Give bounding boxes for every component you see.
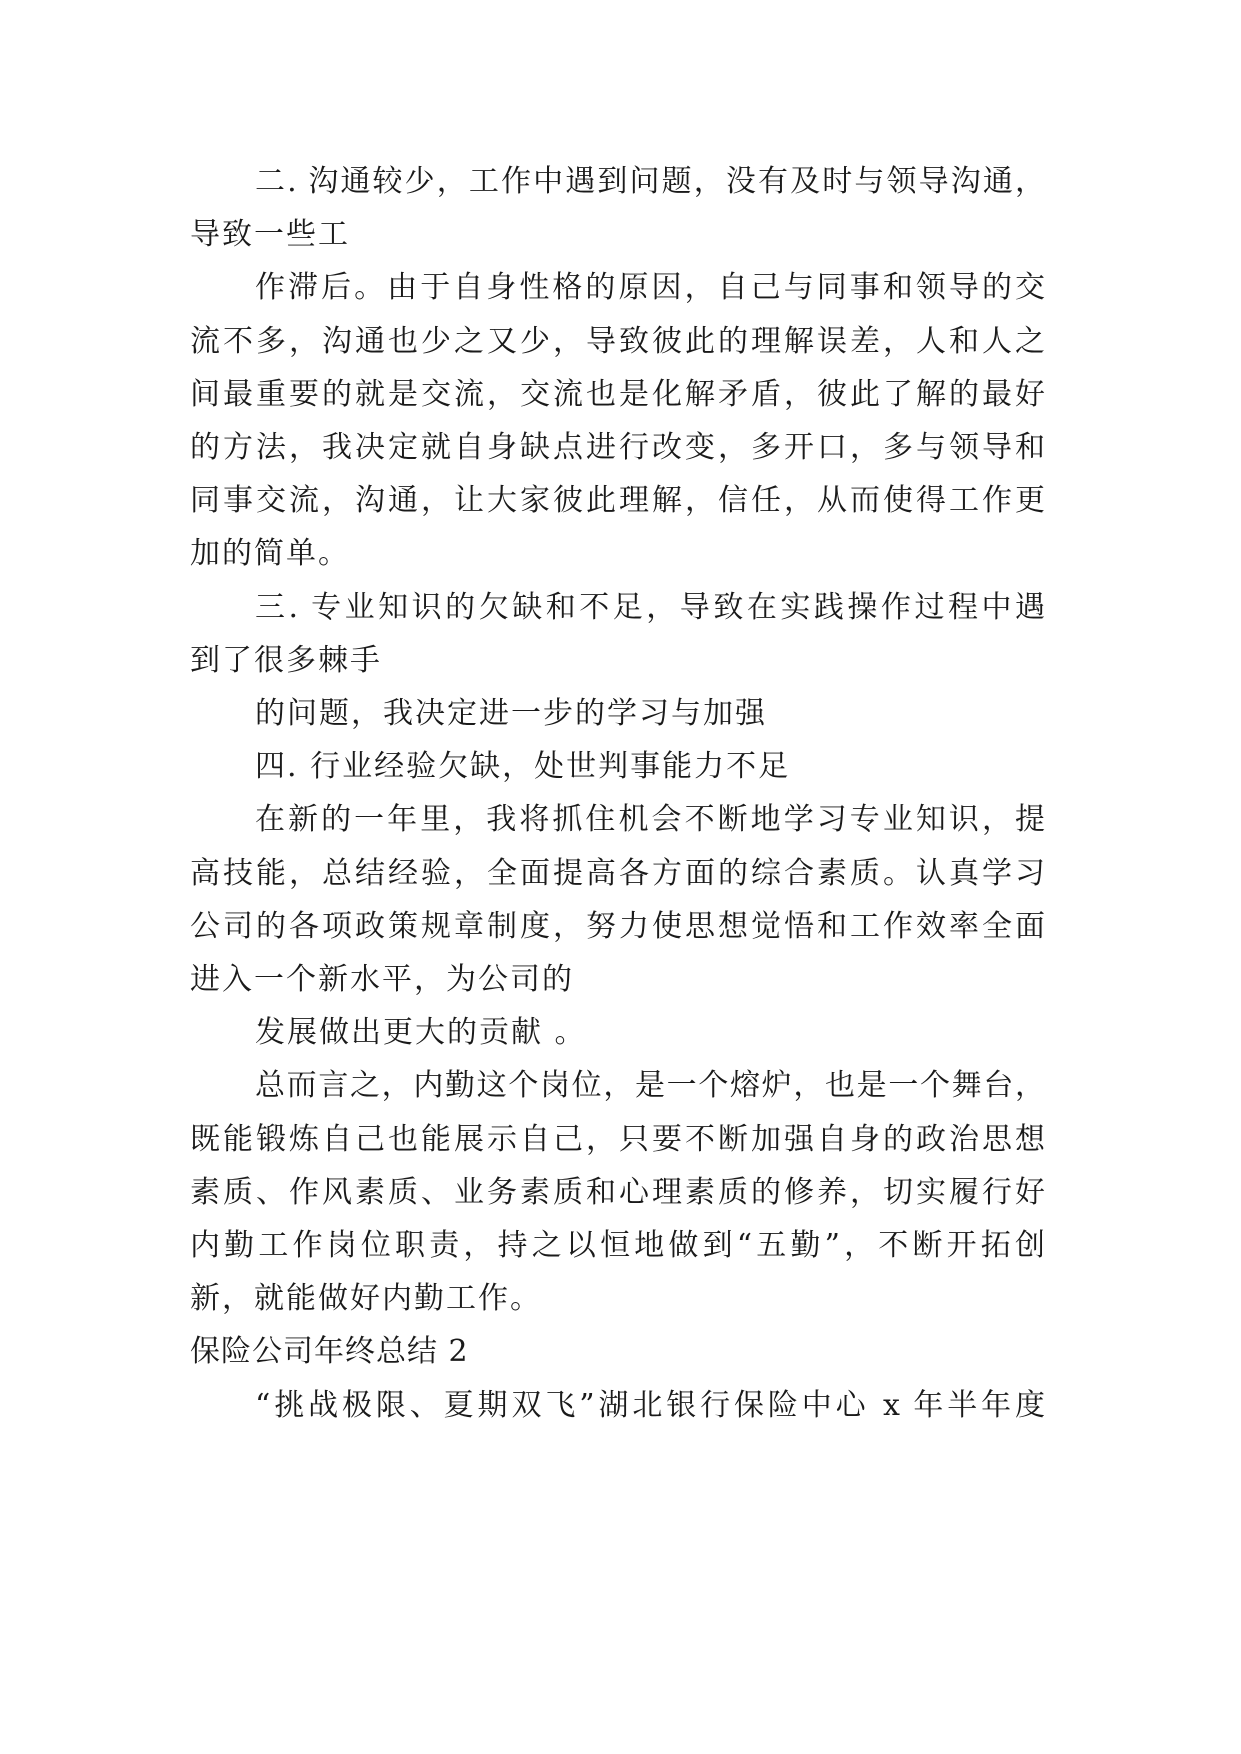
paragraph-line: 在新的一年里，我将抓住机会不断地学习专业知识，提 — [255, 802, 1045, 837]
paragraph-line: 流不多，沟通也少之又少，导致彼此的理解误差，人和人之 — [190, 324, 1045, 359]
paragraph-line: 发展做出更大的贡献 。 — [255, 1015, 587, 1050]
paragraph-line: 三. 专业知识的欠缺和不足，导致在实践操作过程中遇 — [255, 590, 1045, 625]
paragraph-line: 到了很多棘手 — [190, 643, 382, 678]
paragraph-line: 的问题，我决定进一步的学习与加强 — [255, 696, 767, 731]
paragraph-line: 加的简单。 — [190, 536, 350, 571]
paragraph-line: “挑战极限、夏期双飞”湖北银行保险中心 x 年半年度 — [255, 1388, 1045, 1423]
paragraph-line: 同事交流，沟通，让大家彼此理解，信任，从而使得工作更 — [190, 483, 1045, 518]
paragraph-line: 素质、作风素质、业务素质和心理素质的修养，切实履行好 — [190, 1175, 1045, 1210]
paragraph-line: 内勤工作岗位职责，持之以恒地做到“五勤”，不断开拓创 — [190, 1228, 1045, 1263]
paragraph-line: 间最重要的就是交流，交流也是化解矛盾，彼此了解的最好 — [190, 377, 1045, 412]
paragraph-line: 四. 行业经验欠缺，处世判事能力不足 — [255, 749, 791, 784]
paragraph-line: 导致一些工 — [190, 217, 350, 252]
paragraph-line: 既能锻炼自己也能展示自己，只要不断加强自身的政治思想 — [190, 1122, 1045, 1157]
paragraph-line: 的方法，我决定就自身缺点进行改变，多开口，多与领导和 — [190, 430, 1045, 465]
paragraph-line: 高技能，总结经验，全面提高各方面的综合素质。认真学习 — [190, 856, 1045, 891]
paragraph-line: 进入一个新水平，为公司的 — [190, 962, 574, 997]
section-heading: 保险公司年终总结 2 — [190, 1334, 469, 1369]
paragraph-line: 公司的各项政策规章制度，努力使思想觉悟和工作效率全面 — [190, 909, 1045, 944]
paragraph-line: 新，就能做好内勤工作。 — [190, 1281, 542, 1316]
paragraph-line: 二. 沟通较少，工作中遇到问题，没有及时与领导沟通， — [255, 164, 1045, 199]
paragraph-line: 作滞后。由于自身性格的原因，自己与同事和领导的交 — [255, 270, 1045, 305]
paragraph-line: 总而言之，内勤这个岗位，是一个熔炉，也是一个舞台， — [255, 1068, 1045, 1103]
